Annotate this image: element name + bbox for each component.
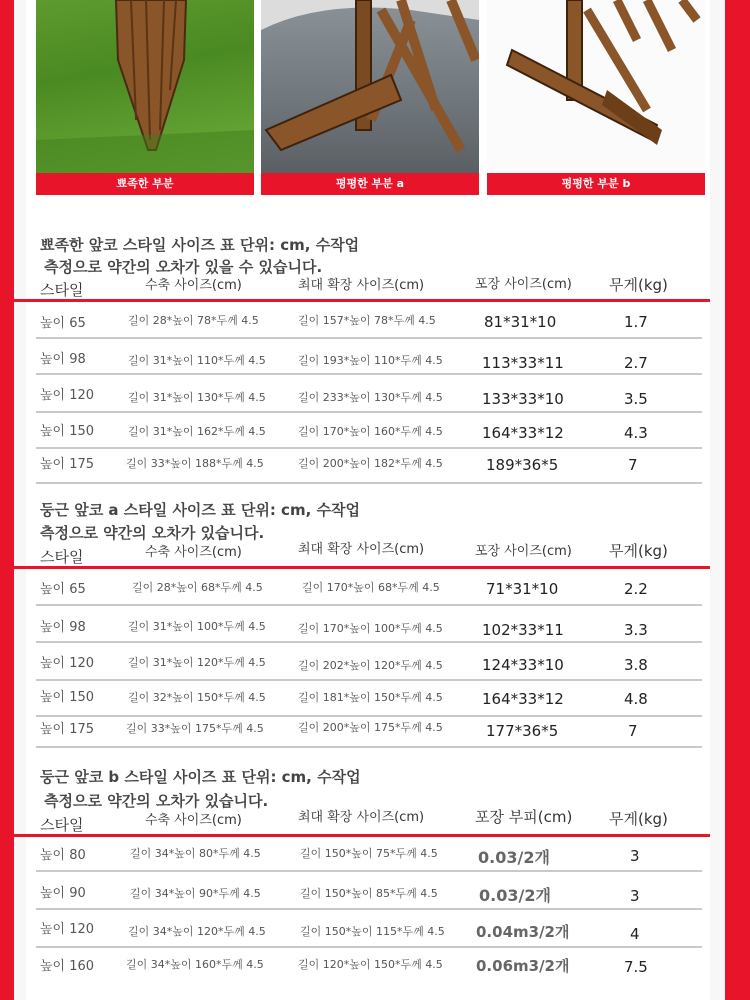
- table-row: [36, 341, 702, 375]
- table-subtitle: 측정으로 약간의 오차가 있습니다.: [40, 524, 265, 542]
- cell-style: 높이 120: [40, 656, 95, 671]
- table-subtitle: 측정으로 약간의 오차가 있을 수 있습니다.: [44, 258, 323, 276]
- table-row: [36, 683, 702, 717]
- cell-pack: 71*31*10: [486, 580, 559, 598]
- cell-weight: 2.2: [624, 580, 648, 598]
- right-red-border: [725, 0, 750, 1000]
- cell-style: 높이 120: [40, 922, 95, 937]
- table-subtitle: 측정으로 약간의 오차가 있습니다.: [44, 792, 269, 810]
- cell-ext: 길이 170*높이 68*두께 4.5: [302, 581, 440, 594]
- cell-ext: 길이 150*높이 115*두께 4.5: [300, 925, 445, 938]
- cell-fold: 길이 28*높이 78*두께 4.5: [128, 314, 259, 327]
- photo-flat-part-a: [261, 0, 479, 196]
- left-red-border: [0, 0, 14, 1000]
- photo-caption: 뾰족한 부분: [36, 173, 254, 195]
- cell-style: 높이 98: [40, 352, 86, 367]
- row-divider: [36, 870, 702, 872]
- table-row: [36, 950, 702, 984]
- cell-style: 높이 65: [40, 582, 86, 597]
- photo-pointed-part: [36, 0, 254, 196]
- cell-style: 높이 98: [40, 620, 86, 635]
- table-title: 둥근 앞코 a 스타일 사이즈 표 단위: cm, 수작업: [40, 501, 360, 519]
- cell-ext: 길이 200*높이 175*두께 4.5: [298, 721, 443, 734]
- cell-ext: 길이 202*높이 120*두께 4.5: [298, 659, 443, 672]
- cell-pack: 0.03/2개: [479, 886, 551, 905]
- row-divider: [36, 447, 702, 449]
- cell-pack: 0.04m3/2개: [476, 923, 570, 941]
- header-pack-size: 포장 사이즈(cm): [475, 544, 572, 559]
- cell-style: 높이 150: [40, 690, 95, 705]
- cell-style: 높이 90: [40, 886, 86, 901]
- cell-weight: 7: [628, 722, 638, 740]
- cell-fold: 길이 31*높이 100*두께 4.5: [128, 620, 266, 633]
- row-divider: [36, 746, 702, 748]
- header-pack-volume: 포장 부피(cm): [475, 808, 573, 826]
- cell-style: 높이 175: [40, 722, 95, 737]
- header-fold-size: 수축 사이즈(cm): [145, 278, 242, 293]
- header-pack-size: 포장 사이즈(cm): [475, 277, 572, 292]
- fence-base-illustration: [487, 0, 705, 173]
- header-weight: 무게(kg): [609, 276, 668, 294]
- cell-weight: 7: [628, 456, 638, 474]
- cell-ext: 길이 200*높이 182*두께 4.5: [298, 457, 443, 470]
- cell-weight: 3.8: [624, 656, 648, 674]
- cell-ext: 길이 150*높이 85*두께 4.5: [300, 887, 438, 900]
- cell-fold: 길이 31*높이 130*두께 4.5: [128, 391, 266, 404]
- cell-weight: 3.3: [624, 621, 648, 639]
- cell-ext: 길이 181*높이 150*두께 4.5: [298, 691, 443, 704]
- cell-style: 높이 80: [40, 848, 86, 863]
- cell-pack: 102*33*11: [482, 621, 564, 639]
- cell-pack: 124*33*10: [482, 656, 564, 674]
- cell-weight: 2.7: [624, 354, 648, 372]
- cell-style: 높이 65: [40, 316, 86, 331]
- header-divider: [14, 299, 710, 302]
- cell-fold: 길이 34*높이 120*두께 4.5: [128, 925, 266, 938]
- pointed-stake-illustration: [36, 0, 254, 173]
- header-style: 스타일: [40, 281, 84, 299]
- cell-pack: 133*33*10: [482, 390, 564, 408]
- right-margin: [710, 0, 725, 1000]
- table-row: [36, 876, 702, 910]
- cell-pack: 189*36*5: [486, 456, 559, 474]
- cell-weight: 4.8: [624, 690, 648, 708]
- table-title: 둥근 앞코 b 스타일 사이즈 표 단위: cm, 수작업: [40, 768, 361, 786]
- cell-fold: 길이 31*높이 162*두께 4.5: [128, 425, 266, 438]
- cell-fold: 길이 31*높이 120*두께 4.5: [128, 656, 266, 669]
- cell-fold: 길이 34*높이 160*두께 4.5: [126, 958, 264, 971]
- table-title: 뾰족한 앞코 스타일 사이즈 표 단위: cm, 수작업: [40, 236, 360, 254]
- cell-pack: 113*33*11: [482, 354, 564, 372]
- header-divider: [14, 566, 710, 569]
- row-divider: [36, 482, 702, 484]
- cell-ext: 길이 120*높이 150*두께 4.5: [298, 958, 443, 971]
- cell-weight: 7.5: [624, 958, 648, 976]
- table-row: [36, 415, 702, 449]
- header-fold-size: 수축 사이즈(cm): [145, 545, 242, 560]
- header-style: 스타일: [40, 548, 84, 566]
- cell-weight: 3: [630, 887, 640, 905]
- row-divider: [36, 411, 702, 413]
- cell-pack: 164*33*12: [482, 690, 564, 708]
- table-row: [36, 838, 702, 872]
- row-divider: [36, 337, 702, 339]
- header-max-size: 최대 확장 사이즈(cm): [298, 542, 425, 557]
- cell-fold: 길이 28*높이 68*두께 4.5: [132, 581, 263, 594]
- header-style: 스타일: [40, 816, 84, 834]
- header-max-size: 최대 확장 사이즈(cm): [298, 810, 425, 825]
- flat-foot-fence-illustration: [261, 0, 479, 173]
- cell-pack: 81*31*10: [484, 313, 557, 331]
- cell-ext: 길이 150*높이 75*두께 4.5: [300, 847, 438, 860]
- cell-style: 높이 160: [40, 959, 95, 974]
- cell-fold: 길이 33*높이 175*두께 4.5: [126, 722, 264, 735]
- cell-ext: 길이 170*높이 100*두께 4.5: [298, 622, 443, 635]
- cell-fold: 길이 32*높이 150*두께 4.5: [128, 691, 266, 704]
- cell-weight: 3: [630, 847, 640, 865]
- header-divider: [14, 834, 710, 837]
- table-row: [36, 379, 702, 413]
- cell-fold: 길이 34*높이 80*두께 4.5: [130, 847, 261, 860]
- photo-caption: 평평한 부분 b: [487, 173, 705, 195]
- cell-weight: 3.5: [624, 390, 648, 408]
- header-weight: 무게(kg): [609, 542, 668, 560]
- table-row: [36, 714, 702, 748]
- cell-fold: 길이 34*높이 90*두께 4.5: [130, 887, 261, 900]
- row-divider: [36, 641, 702, 643]
- cell-ext: 길이 193*높이 110*두께 4.5: [298, 354, 443, 367]
- cell-ext: 길이 170*높이 160*두께 4.5: [298, 425, 443, 438]
- cell-fold: 길이 33*높이 188*두께 4.5: [126, 457, 264, 470]
- header-fold-size: 수축 사이즈(cm): [145, 813, 242, 828]
- left-margin: [14, 0, 26, 1000]
- row-divider: [36, 946, 702, 948]
- header-weight: 무게(kg): [609, 810, 668, 828]
- cell-weight: 1.7: [624, 313, 648, 331]
- row-divider: [36, 679, 702, 681]
- cell-ext: 길이 157*높이 78*두께 4.5: [298, 314, 436, 327]
- table-row: [36, 609, 702, 643]
- cell-weight: 4.3: [624, 424, 648, 442]
- table-row: [36, 914, 702, 948]
- table-row: [36, 572, 702, 606]
- cell-pack: 0.03/2개: [478, 848, 550, 867]
- table-row: [36, 305, 702, 339]
- cell-weight: 4: [630, 925, 640, 943]
- row-divider: [36, 908, 702, 910]
- table-row: [36, 450, 702, 484]
- cell-style: 높이 175: [40, 457, 95, 472]
- cell-pack: 177*36*5: [486, 722, 559, 740]
- cell-fold: 길이 31*높이 110*두께 4.5: [128, 354, 266, 367]
- cell-style: 높이 150: [40, 424, 95, 439]
- table-row: [36, 647, 702, 681]
- photo-flat-part-b: [487, 0, 705, 196]
- cell-pack: 164*33*12: [482, 424, 564, 442]
- row-divider: [36, 604, 702, 606]
- cell-ext: 길이 233*높이 130*두께 4.5: [298, 391, 443, 404]
- photo-caption: 평평한 부분 a: [261, 173, 479, 195]
- cell-pack: 0.06m3/2개: [476, 957, 570, 975]
- row-divider: [36, 373, 702, 375]
- cell-style: 높이 120: [40, 388, 95, 403]
- header-max-size: 최대 확장 사이즈(cm): [298, 278, 425, 293]
